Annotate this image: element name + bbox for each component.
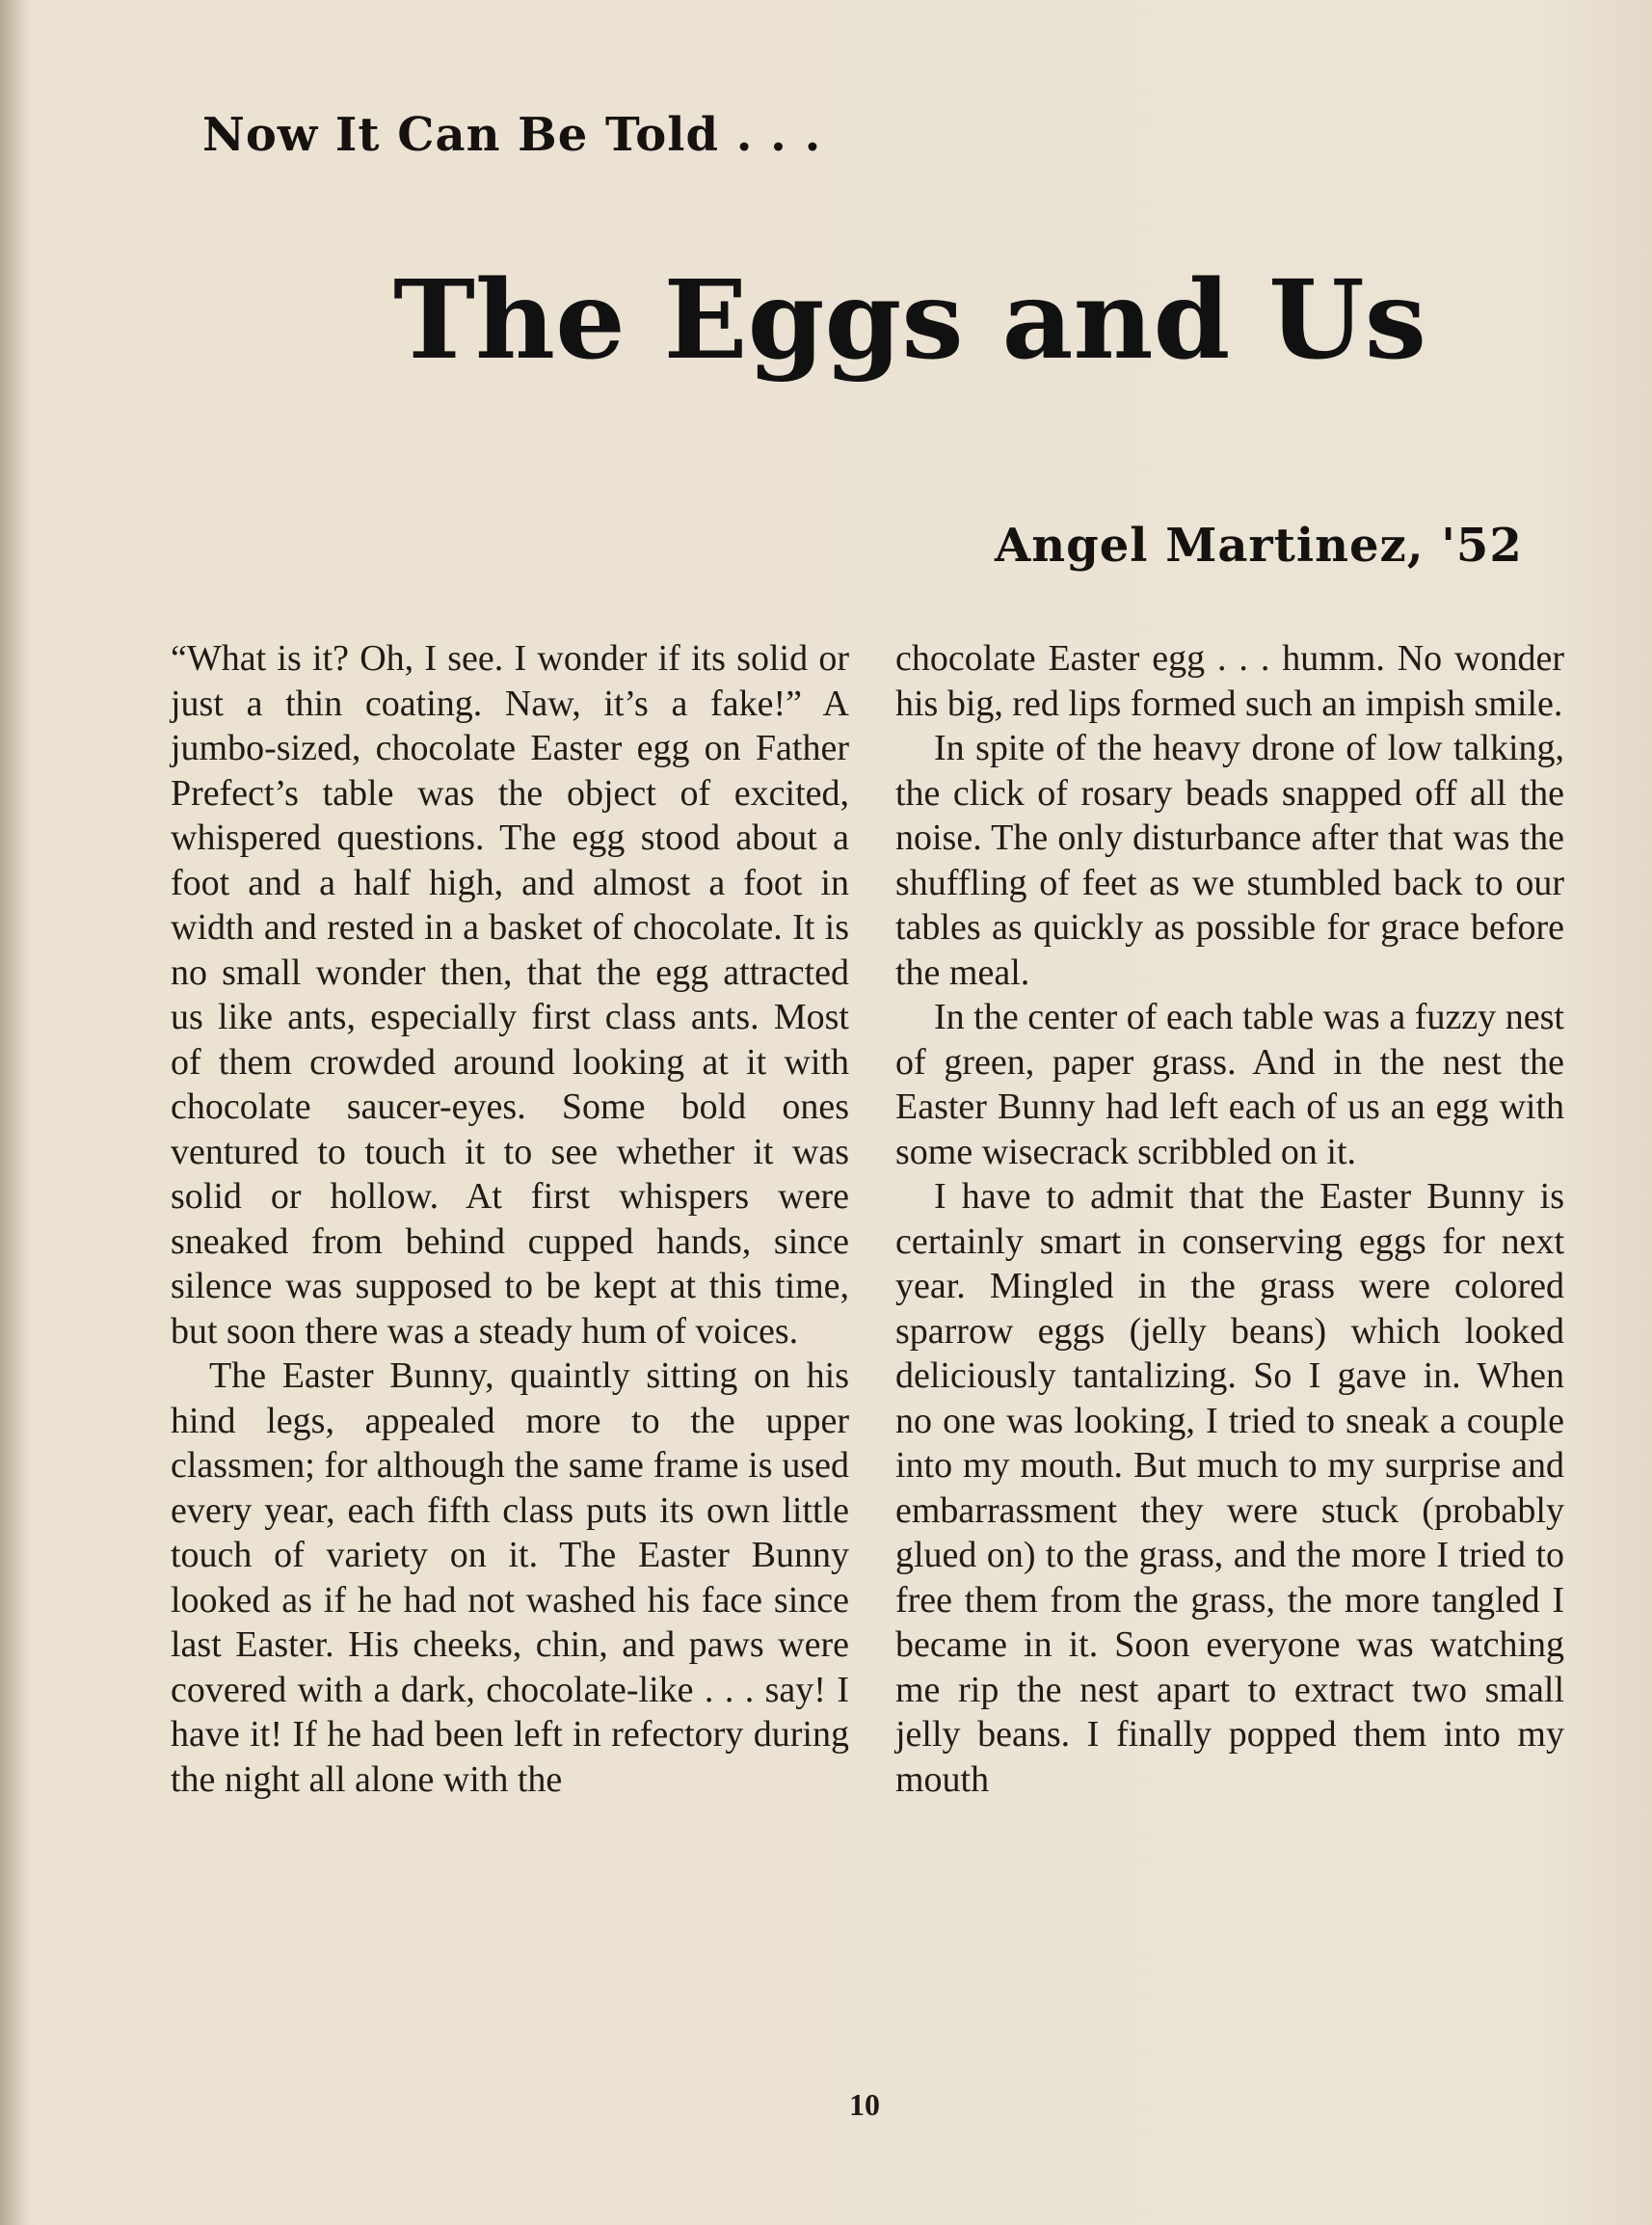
article-kicker: Now It Can Be Told . . . [202, 108, 822, 162]
right-paragraph-3: In the center of each table was a fuzzy nest of green, paper grass. And in the nest the Easter Bunny had left each of us an egg with some wisecrack scribbled on it. [895, 997, 1564, 1172]
article-byline: Angel Martinez, '52 [995, 519, 1523, 573]
left-paragraph-2: The Easter Bunny, quaintly sitting on his hind legs, appealed more to the upper classmen; for although the same frame is used every year, each fifth class puts its own little touch of variety on it. The Easter Bunny looked as if he had not washed his face since last Easter. His cheeks, chin, and paws were covered with a dark, chocolate-like . . . say! I have it! If he had been left in refectory during the night all alone with the [171, 1355, 849, 1800]
left-column [171, 636, 849, 1802]
right-paragraph-2: In spite of the heavy drone of low talking, the click of rosary beads snapped off all the noise. The only disturbance after that was the shuffling of feet as we stumbled back to our tables as quickly as possible for grace before the meal. [895, 728, 1564, 993]
right-paragraph-1: chocolate Easter egg . . . humm. No wonder his big, red lips formed such an impish smile. [895, 638, 1564, 724]
article-title: The Eggs and Us [393, 257, 1427, 384]
spine-shadow [0, 0, 29, 2225]
right-paragraph-4: I have to admit that the Easter Bunny is certainly smart in conserving eggs for next year. Mingled in the grass were colored sparrow eggs (jelly beans) which looked deliciously tantalizing. So I gave in. When no one was looking, I tried to sneak a couple into my mouth. But much to my surprise and embarrassment they were stuck (probably glued on) to the grass, and the more I tried to free them from the grass, the more tangled I became in it. Soon everyone was watching me rip the nest apart to extract two small jelly beans. I finally popped them into my mouth [895, 1176, 1564, 1800]
page-number: 10 [849, 2087, 880, 2122]
left-paragraph-1: “What is it? Oh, I see. I wonder if its solid or just a thin coating. Naw, it’s a fake!” A jumbo-sized, chocolate Easter egg on Father Prefect’s table was the object of excited, whispered questions. The egg stood about a foot and a half high, and almost a foot in width and rested in a basket of chocolate. It is no small wonder then, that the egg attracted us like ants, especially first class ants. Most of them crowded around looking at it with chocolate saucer-eyes. Some bold ones ventured to touch it to see whether it was solid or hollow. At first whispers were sneaked from behind cupped hands, since silence was supposed to be kept at this time, but soon there was a steady hum of voices. [171, 638, 849, 1352]
right-column [895, 636, 1564, 1802]
